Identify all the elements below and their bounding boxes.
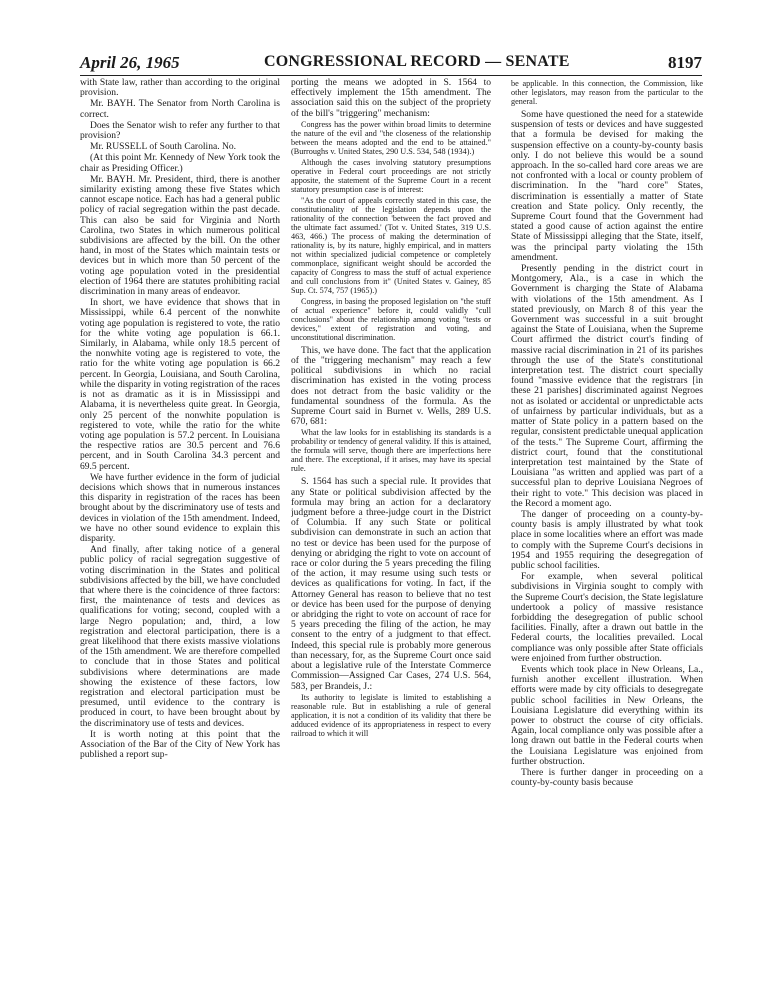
paragraph: Mr. BAYH. Mr. President, third, there is another similarity existing among these five States which cannot escape notice. Each has had a general public policy of racial segregation within the past decade. This can also be said for Virginia and North Carolina, two States in which numerous political subdivisions are affected by the bill. On the other hand, in most of the States which maintain tests or devices but in which more than 50 percent of the voting age population voted in the presidential election of 1964 there are statutes prohibiting racial discrimination in many areas of endeavor.	[80, 173, 280, 298]
paragraph: Its authority to legislate is limited to establishing a reasonable rule. But in establishing a rule of general application, it is not a condition of its validity that there be adduced evidence of its appropriateness in respect to every railroad to which it will	[291, 692, 491, 738]
paragraph: We have further evidence in the form of judicial decisions which shows that in numerous instances this disparity in registration of the races has been brought about by the discriminatory use of tests and devices in violation of the 15th amendment. Indeed, we have no other sound evidence to explain this disparity.	[80, 471, 280, 544]
paragraph: Presently pending in the district court in Montgomery, Ala., is a case in which the Government is charging the State of Alabama with violations of the 15th amendment. As I stated previously, on March 8 of this year the Government was successful in a suit brought against the State of Louisiana, when the Supreme Court affirmed the district court's finding of massive racial discrimination in 21 of its parishes through the use of the State's constitutional interpretation test. The district court specially found "massive evidence that the registrars [in these 21 parishes] discriminated against Negroes not as isolated or accidental or unpredictable acts of unfairness by particular individuals, but as a matter of State policy in a pattern based on the regular, consistent predictable unequal application of the tests." The Supreme Court, affirming the district court, found that the constitutional interpretation test maintained by the State of Louisiana "as written and applied was part of a successful plan to deprive Louisiana Negroes of their right to vote." This decision was placed in the Record a moment ago.	[511, 263, 703, 509]
text-column-3	[511, 78, 703, 978]
paragraph: For example, when several political subdivisions in Virginia sought to comply with the Supreme Court's decision, the State legislature undertook a policy of massive resistance forbidding the desegregation of public school facilities. Finally, after a drawn out battle in the Federal courts, the localities prevailed. Local compliance was only possible after State officials were enjoined from further obstruction.	[511, 571, 703, 664]
page-header	[80, 48, 702, 74]
paragraph: Events which took place in New Orleans, La., furnish another excellent illustration. When efforts were made by city officials to desegregate public school facilities in New Orleans, the Louisiana Legislature did everything within its power to obstruct the course of city officials. Again, local compliance only was possible after a long drawn out battle in the Federal courts when the Louisiana Legislature was enjoined from further obstruction.	[511, 663, 703, 767]
paragraph: Some have questioned the need for a statewide suspension of tests or devices and have suggested that a formula be devised for making the suspension effective on a county-by-county basis only. I do not believe this would be a sound approach. In the so-called hard core areas we are not confronted with a local or county problem of discrimination. In the "hard core" States, discrimination is essentially a matter of State creation and State policy. Only recently, the Supreme Court found that the Government had stated a good cause of action against the entire State of Mississippi alleging that the State, itself, was the principal party violating the 15th amendment.	[511, 109, 703, 263]
paragraph: "As the court of appeals correctly stated in this case, the constitutionality of the legislation depends upon the rationality of the connection 'between the fact proved and the ultimate fact assumed.' (Tot v. United States, 319 U.S. 463, 466.) The process of making the determination of rationality is, by its nature, highly empirical, and in matters not within specialized judicial competence or completely commonplace, significant weight should be accorded the capacity of Congress to mass the stuff of actual experience and cull conclusions from it" (United States v. Gainey, 85 Sup. Ct. 574, 757 (1965).)	[291, 195, 491, 295]
paragraph: It is worth noting at this point that the Association of the Bar of the City of New York has published a report sup-	[80, 728, 280, 761]
paragraph: This, we have done. The fact that the application of the "triggering mechanism" may reach a few political subdivisions in which no racial discrimination has existed in the voting process does not detract from the basic validity or the fundamental soundness of the formula. As the Supreme Court said in Burnet v. Wells, 289 U.S. 670, 681:	[291, 344, 491, 428]
paragraph: porting the means we adopted in S. 1564 to effectively implement the 15th amendment. The association said this on the subject of the propriety of the bill's "triggering" mechanism:	[291, 78, 491, 119]
page-number: 8197	[668, 53, 702, 72]
paragraph: Mr. BAYH. The Senator from North Carolina is correct.	[80, 98, 280, 120]
paragraph: be applicable. In this connection, the Commission, like other legislators, may reason from the particular to the general.	[511, 79, 703, 106]
paragraph: Congress has the power within broad limits to determine the nature of the evil and "the closeness of the relationship between the means adopted and the end to be attained." (Burroughs v. United States, 290 U.S. 534, 548 (1934).)	[291, 119, 491, 156]
paragraph: In short, we have evidence that shows that in Mississippi, while 6.4 percent of the nonwhite voting age population is registered to vote, the ratio for the white voting age population is 66.1. Similarly, in Alabama, while only 18.5 percent of the nonwhite voting age is registered to vote, the ratio for the white voting age population is 66.2 percent. In Georgia, Louisiana, and South Carolina, while the disparity in voting registration of the races is not as dramatic as it is in Mississippi and Alabama, it is nevertheless quite great. In Georgia, only 25 percent of the nonwhite population is registered to vote, while the ratio for the white voting age population is 57.2 percent. In Louisiana the respective ratios are 30.5 percent and 76.6 percent, and in South Carolina 34.3 percent and 69.5 percent.	[80, 297, 280, 472]
paragraph: Does the Senator wish to refer any further to that provision?	[80, 119, 280, 142]
paragraph: Mr. RUSSELL of South Carolina. No.	[90, 141, 237, 153]
paragraph: And finally, after taking notice of a general public policy of racial segregation suggestive of voting discrimination in the States and political subdivisions affected by the bill, we have concluded that where there is the coincidence of three factors: first, the maintenance of tests and devices as qualifications for voting; second, coupled with a large Negro population; and, third, a low registration and electoral participation, there is a great likelihood that there exists massive violations of the 15th amendment. We are therefore compelled to conclude that in those States and political subdivisions where determinations are made showing the existence of these factors, low registration and electoral participation must be presumed, until evidence to the contrary is produced in court, to have been brought about by the discriminatory use of tests and devices.	[80, 544, 280, 729]
paragraph: There is further danger in proceeding on a county-by-county basis because	[511, 767, 703, 789]
paragraph: (At this point Mr. Kennedy of New York took the chair as Presiding Officer.)	[80, 152, 280, 174]
publication-title: CONGRESSIONAL RECORD — SENATE	[264, 53, 570, 70]
paragraph: Congress, in basing the proposed legislation on "the stuff of actual experience" before it, could validly "cull conclusions" about the relationship among voting "tests or devices," extent of registration and voting, and unconstitutional discrimination.	[291, 296, 491, 342]
paragraph: with State law, rather than according to the original provision.	[80, 78, 280, 99]
header-date: April 26, 1965	[80, 53, 180, 72]
text-column-2	[291, 78, 491, 978]
paragraph: The danger of proceeding on a county-by-county basis is amply illustrated by what took place in some localities where an effort was made to comply with the Supreme Court's decisions in 1954 and 1955 requiring the desegregation of public school facilities.	[511, 508, 703, 571]
paragraph: S. 1564 has such a special rule. It provides that any State or political subdivision affected by the formula may bring an action for a declaratory judgment before a three-judge court in the District of Columbia. If any such State or political subdivision can demonstrate in such an action that no test or device has been used for the purpose of denying or abridging the right to vote on account of race or color during the 5 years preceding the filing of the action, it may resume using such tests or devices as qualifications for voting. In fact, if the Attorney General has reason to believe that no test or device has been used for the purpose of denying or abridging the right to vote on account of race for 5 years preceding the filing of the action, he may consent to the entry of a judgment to that effect. Indeed, this special rule is probably more generous than necessary, for, as the Supreme Court once said about a legislative rule of the Interstate Commerce Commission—Assigned Car Cases, 274 U.S. 564, 583, per Brandeis, J.:	[291, 476, 491, 692]
text-column-1	[80, 78, 280, 978]
paragraph: What the law looks for in establishing its standards is a probability or tendency of general validity. If this is attained, the formula will serve, though there are imperfections here and there. The exceptional, if it arises, may have its special rule.	[291, 428, 491, 474]
paragraph: Although the cases involving statutory presumptions operative in Federal court proceedings are not strictly apposite, the statement of the Supreme Court in a recent statutory presumption case is of interest:	[291, 157, 491, 194]
header-rule	[80, 75, 702, 76]
